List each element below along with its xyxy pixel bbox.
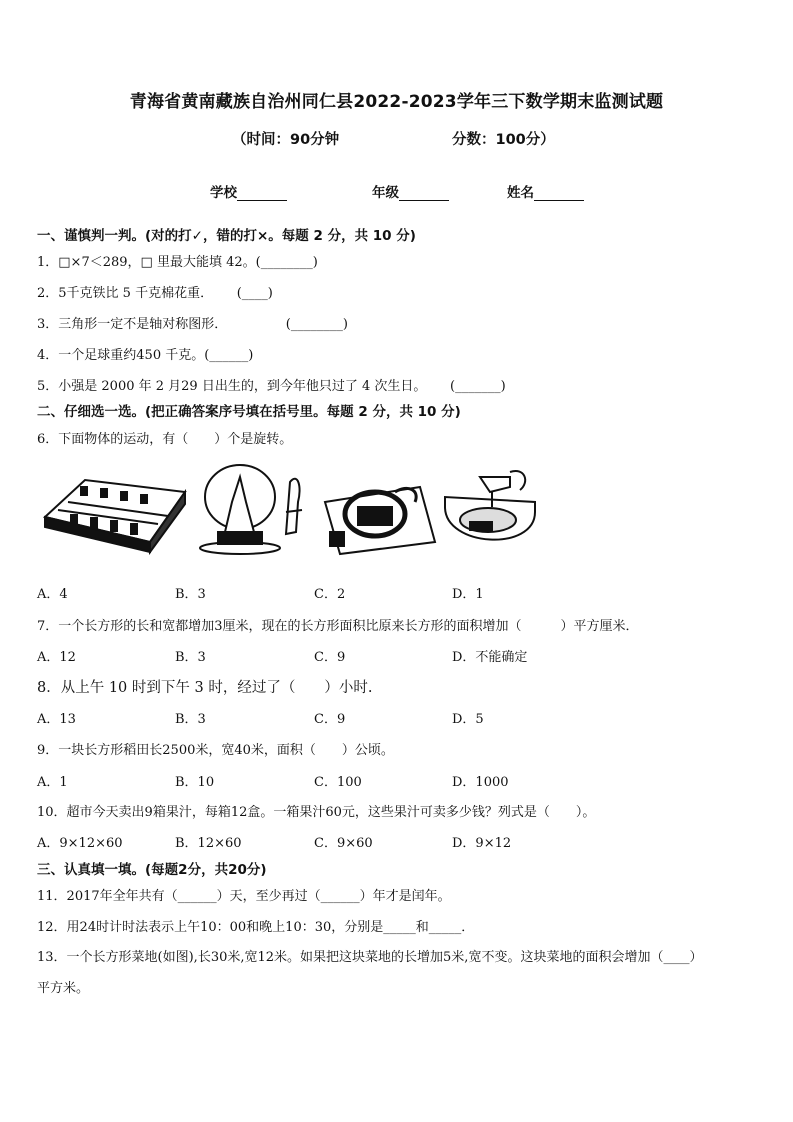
question-4: 4．一个足球重约450 千克。(______)	[37, 348, 254, 363]
question-10: 10．超市今天卖出9箱果汁，每箱12盒。一箱果汁60元，这些果汁可卖多少钱？列式是（ ）。	[37, 805, 596, 820]
q6-option-d[interactable]: D．1	[452, 587, 484, 602]
q9-option-a[interactable]: A．1	[37, 775, 68, 790]
section2-heading: 二、仔细选一选。(把正确答案序号填在括号里。每题 2 分，共 10 分)	[37, 404, 461, 420]
school-field	[210, 181, 287, 201]
q8-option-b[interactable]: B．3	[175, 712, 206, 727]
grade-label: 年级	[372, 185, 399, 201]
globe-image	[200, 465, 302, 554]
name-label: 姓名	[507, 185, 534, 201]
school-label: 学校	[210, 185, 237, 201]
question-1: 1．□×7＜289，□ 里最大能填 42。(________)	[37, 255, 318, 270]
question-6: 6．下面物体的运动，有（ ）个是旋转。	[37, 432, 293, 447]
name-field	[507, 181, 584, 201]
question-13-line1: 13．一个长方形菜地(如图),长30米,宽12米。如果把这块菜地的长增加5米,宽不变。这块菜地的面积会增加（____）	[37, 950, 703, 965]
time-info: （时间：90分钟	[232, 132, 340, 148]
q10-option-c[interactable]: C．9×60	[314, 836, 373, 851]
question-9: 9．一块长方形稻田长2500米，宽40米，面积（ ）公顷。	[37, 743, 394, 758]
q8-option-c[interactable]: C．9	[314, 712, 346, 727]
q9-option-d[interactable]: D．1000	[452, 775, 509, 790]
q7-option-d[interactable]: D．不能确定	[452, 650, 528, 665]
question-3: 3．三角形一定不是轴对称图形． (________)	[37, 317, 348, 332]
score-info: 分数：100分）	[452, 132, 555, 148]
q9-option-c[interactable]: C．100	[314, 775, 362, 790]
q8-option-a[interactable]: A．13	[37, 712, 76, 727]
q10-option-d[interactable]: D．9×12	[452, 836, 512, 851]
school-blank[interactable]	[237, 186, 287, 201]
q6-option-b[interactable]: B．3	[175, 587, 206, 602]
question-8: 8．从上午 10 时到下午 3 时，经过了（ ）小时.	[37, 680, 373, 696]
q7-option-b[interactable]: B．3	[175, 650, 206, 665]
faucet-sink-image	[445, 471, 535, 540]
q8-option-d[interactable]: D．5	[452, 712, 484, 727]
section3-heading: 三、认真填一填。(每题2分，共20分)	[37, 862, 267, 878]
q10-option-a[interactable]: A．9×12×60	[37, 836, 123, 851]
q7-option-c[interactable]: C．9	[314, 650, 346, 665]
question-11: 11．2017年全年共有（______）天，至少再过（______）年才是闰年。	[37, 889, 451, 904]
q9-option-b[interactable]: B．10	[175, 775, 215, 790]
q7-option-a[interactable]: A．12	[37, 650, 76, 665]
question-7: 7．一个长方形的长和宽都增加3厘米，现在的长方形面积比原来长方形的面积增加（ ）平方厘米．	[37, 619, 639, 634]
name-blank[interactable]	[534, 186, 584, 201]
grade-blank[interactable]	[399, 186, 449, 201]
rotation-pictures	[40, 462, 540, 557]
q10-option-b[interactable]: B．12×60	[175, 836, 242, 851]
question-2: 2．5千克铁比 5 千克棉花重． (____)	[37, 286, 273, 301]
question-5: 5．小强是 2000 年 2 月29 日出生的，到今年他只过了 4 次生日。 (_______)	[37, 379, 506, 394]
abacus-image	[45, 480, 185, 552]
q6-option-a[interactable]: A．4	[37, 587, 68, 602]
grade-field	[372, 181, 449, 201]
question-13-line2: 平方米。	[37, 981, 90, 996]
q6-option-c[interactable]: C．2	[314, 587, 346, 602]
question-12: 12．用24时计时法表示上午10：00和晚上10：30，分别是_____和_____．	[37, 920, 475, 935]
page-title: 青海省黄南藏族自治州同仁县2022-2023学年三下数学期末监测试题	[129, 92, 664, 112]
steering-wheel-image	[325, 487, 435, 554]
section1-heading: 一、谨慎判一判。(对的打✓，错的打×。每题 2 分，共 10 分)	[37, 228, 416, 244]
